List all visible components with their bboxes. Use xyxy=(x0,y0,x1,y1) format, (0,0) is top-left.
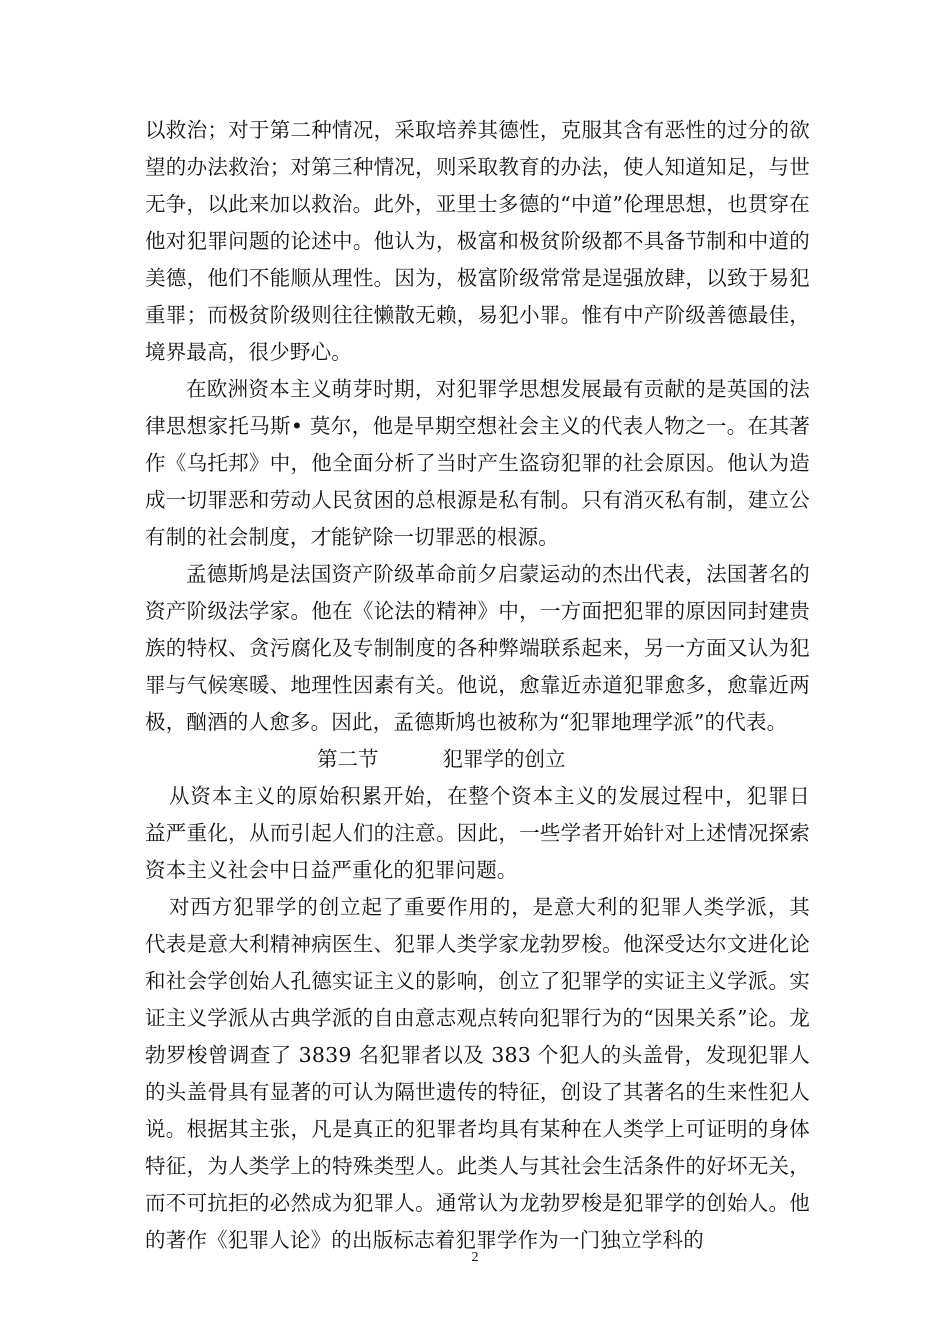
section-number: 第二节 xyxy=(317,747,379,771)
paragraph-montesquieu: 孟德斯鸠是法国资产阶级革命前夕启蒙运动的杰出代表，法国著名的资产阶级法学家。他在《论法的精神》中，一方面把犯罪的原因同封建贵族的特权、贪污腐化及专制制度的各种弊端联系起来，另一方面又认为犯罪与气候寒暖、地理性因素有关。他说，愈靠近赤道犯罪愈多，愈靠近两极，酗酒的人愈多。因此，孟德斯鸠也被称为“犯罪地理学派”的代表。 xyxy=(145,562,810,734)
paragraph-capitalism-crime: 从资本主义的原始积累开始，在整个资本主义的发展过程中，犯罪日益严重化，从而引起人们的注意。因此，一些学者开始针对上述情况探索资本主义社会中日益严重化的犯罪问题。 xyxy=(145,784,810,882)
paragraph-aristotle-continuation: 以救治；对于第二种情况，采取培养其德性，克服其含有恶性的过分的欲望的办法救治；对第三种情况，则采取教育的办法，使人知道知足，与世无争，以此来加以救治。此外，亚里士多德的“中道”伦理思想，也贯穿在他对犯罪问题的论述中。他认为，极富和极贫阶级都不具备节制和中道的美德，他们不能顺从理性。因为，极富阶级常常是逞强放肆，以致于易犯重罪；而极贫阶级则往往懒散无赖，易犯小罪。惟有中产阶级善德最佳，境界最高，很少野心。 xyxy=(145,118,810,364)
section-heading xyxy=(145,741,810,778)
section-title: 犯罪学的创立 xyxy=(442,747,566,771)
paragraph-lombroso: 对西方犯罪学的创立起了重要作用的，是意大利的犯罪人类学派，其代表是意大利精神病医生、犯罪人类学家龙勃罗梭。他深受达尔文进化论和社会学创始人孔德实证主义的影响，创立了犯罪学的实证主义学派。实证主义学派从古典学派的自由意志观点转向犯罪行为的“因果关系”论。龙勃罗梭曾调查了 3839 名犯罪者以及 383 个犯人的头盖骨，发现犯罪人的头盖骨具有显著的可认为隔世遗传的特征，创设了其著名的生来性犯人说。根据其主张，凡是真正的犯罪者均具有某种在人类学上可证明的身体特征，为人类学上的特殊类型人。此类人与其社会生活条件的好坏无关，而不可抗拒的必然成为犯罪人。通常认为龙勃罗梭是犯罪学的创始人。他的著作《犯罪人论》的出版标志着犯罪学作为一门独立学科的 xyxy=(145,895,810,1252)
page-number: 2 xyxy=(471,1250,479,1265)
paragraph-thomas-more: 在欧洲资本主义萌芽时期，对犯罪学思想发展最有贡献的是英国的法律思想家托马斯• 莫尔，他是早期空想社会主义的代表人物之一。在其著作《乌托邦》中，他全面分析了当时产生盗窃犯罪的社会原因。他认为造成一切罪恶和劳动人民贫困的总根源是私有制。只有消灭私有制，建立公有制的社会制度，才能铲除一切罪恶的根源。 xyxy=(145,377,810,549)
document-body xyxy=(145,112,810,1259)
